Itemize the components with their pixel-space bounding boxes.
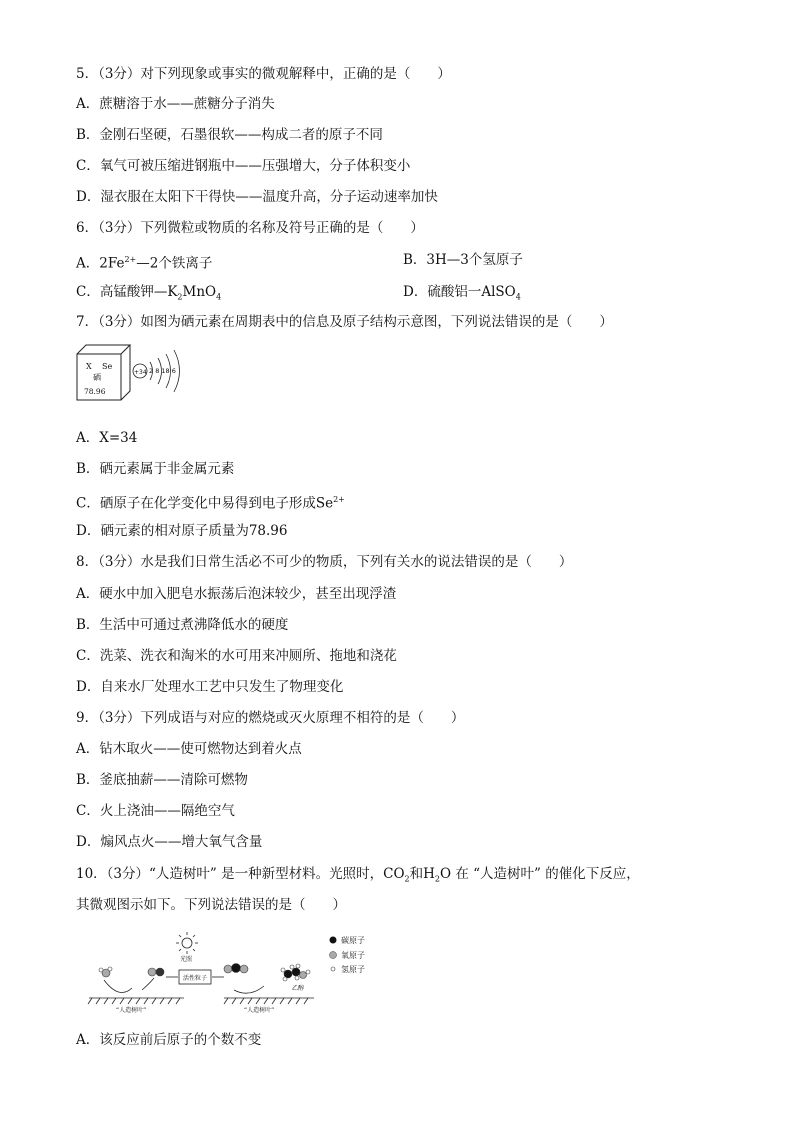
q5-option-a: A．蔗糖溶于水——蔗糖分子消失 xyxy=(76,96,275,112)
co2-molecule xyxy=(148,968,164,976)
q6-c-sub1: 2 xyxy=(177,292,183,302)
artificial-leaf-figure xyxy=(84,928,384,1018)
q6-option-c xyxy=(76,282,221,308)
q5-stem: 5．（3分）对下列现象或事实的微观解释中，正确的是（ ） xyxy=(76,66,451,82)
cell-x: X xyxy=(86,362,92,371)
q6-d-text: D．硫酸铝一AlSO xyxy=(403,284,516,300)
q10-stem-b: 和H xyxy=(409,866,435,882)
ethanol-molecule xyxy=(281,964,310,981)
nucleus-charge: +34 xyxy=(134,369,147,376)
q10-option-a: A．该反应前后原子的个数不变 xyxy=(76,1032,262,1048)
legend-carbon: 碳原子 xyxy=(341,936,365,945)
q10-sub1: 2 xyxy=(404,874,410,884)
water-molecule xyxy=(99,967,112,977)
cell-mass: 78.96 xyxy=(84,387,106,396)
leaf-label-1: “人造树叶” xyxy=(116,1007,147,1014)
q7-stem: 7．（3分）如图为硒元素在周期表中的信息及原子结构示意图，下列说法错误的是（ ） xyxy=(76,314,613,330)
q7-option-c xyxy=(76,490,345,514)
legend-hydrogen-dot xyxy=(331,967,335,971)
q9-option-d: D．煽风点火——增大氧气含量 xyxy=(76,834,263,850)
legend-oxygen-dot xyxy=(330,952,337,959)
q7-option-a: A．X=34 xyxy=(76,430,138,446)
q5-option-d: D．湿衣服在太阳下干得快——温度升高，分子运动速率加快 xyxy=(76,189,438,205)
arrow-in xyxy=(104,980,132,993)
q6-option-d xyxy=(403,282,521,308)
q6-a-charge: 2+ xyxy=(124,255,137,264)
q8-option-a: A．硬水中加入肥皂水振荡后泡沫较少，甚至出现浮渣 xyxy=(76,586,397,602)
q9-stem: 9．（3分）下列成语与对应的燃烧或灭火原理不相符的是（ ） xyxy=(76,710,465,726)
q8-option-b: B．生活中可通过煮沸降低水的硬度 xyxy=(76,617,289,633)
q10-stem-a: 10．（3分）“人造树叶” 是一种新型材料。光照时，CO xyxy=(76,866,405,882)
sun-icon xyxy=(176,932,198,954)
q6-c-text: C．高锰酸钾—K xyxy=(76,284,178,300)
q6-stem: 6．（3分）下列微粒或物质的名称及符号正确的是（ ） xyxy=(76,220,424,236)
cell-name: 硒 xyxy=(93,373,101,382)
light-label: 光照 xyxy=(180,956,193,963)
q8-option-c: C．洗菜、洗衣和淘米的水可用来冲厕所、拖地和浇花 xyxy=(76,648,397,664)
q9-option-c: C．火上浇油——隔绝空气 xyxy=(76,803,235,819)
q5-option-b: B．金刚石坚硬，石墨很软——构成二者的原子不同 xyxy=(76,127,383,143)
q6-c-sub2: 4 xyxy=(216,292,222,302)
q9-option-a: A．钻木取火——使可燃物达到着火点 xyxy=(76,741,302,757)
legend xyxy=(330,935,366,974)
q7-option-d: D．硒元素的相对原子质量为78.96 xyxy=(76,523,288,539)
active-particle-label: 活性粒子 xyxy=(183,975,208,982)
q7-c-text: C．硒原子在化学变化中易得到电子形成Se xyxy=(76,495,334,512)
cell-symbol: Se xyxy=(102,362,113,371)
q6-c-mid: MnO xyxy=(182,284,217,300)
leaf-label-2: “人造树叶” xyxy=(244,1007,275,1014)
q10-stem xyxy=(76,864,640,890)
q10-sub2: 2 xyxy=(434,874,440,884)
q9-option-b: B．釜底抽薪——清除可燃物 xyxy=(76,772,248,788)
q10-stem-c: O 在 “人造树叶” 的催化下反应， xyxy=(439,866,640,882)
arrow-out xyxy=(234,986,264,993)
ethanol-label: 乙醇 xyxy=(292,985,305,992)
q10-stem-line2: 其微观图示如下。下列说法错误的是（ ） xyxy=(76,897,346,913)
legend-oxygen: 氧原子 xyxy=(341,951,365,960)
q6-a-text: A．2Fe xyxy=(76,255,125,272)
q5-option-c: C．氧气可被压缩进钢瓶中——压强增大，分子体积变小 xyxy=(76,158,411,174)
q8-stem: 8．（3分）水是我们日常生活必不可少的物质，下列有关水的说法错误的是（ ） xyxy=(76,554,573,570)
q6-d-sub: 4 xyxy=(515,292,521,302)
legend-carbon-dot xyxy=(330,937,337,944)
arrow-up xyxy=(142,978,154,990)
q7-option-b: B．硒元素属于非金属元素 xyxy=(76,461,235,477)
q6-option-b: B．3H—3个氢原子 xyxy=(403,252,523,268)
leaf-surface xyxy=(88,998,314,1004)
q6-a-desc: —2个铁离子 xyxy=(136,255,213,272)
q6-option-a xyxy=(76,250,212,274)
selenium-figure xyxy=(76,340,206,412)
q8-option-d: D．自来水厂处理水工艺中只发生了物理变化 xyxy=(76,679,344,695)
legend-hydrogen: 氢原子 xyxy=(341,965,365,974)
q7-c-charge: 2+ xyxy=(333,495,345,504)
intermediate-molecule xyxy=(224,964,248,974)
shell-electrons: 2 8 18 6 xyxy=(149,367,176,375)
